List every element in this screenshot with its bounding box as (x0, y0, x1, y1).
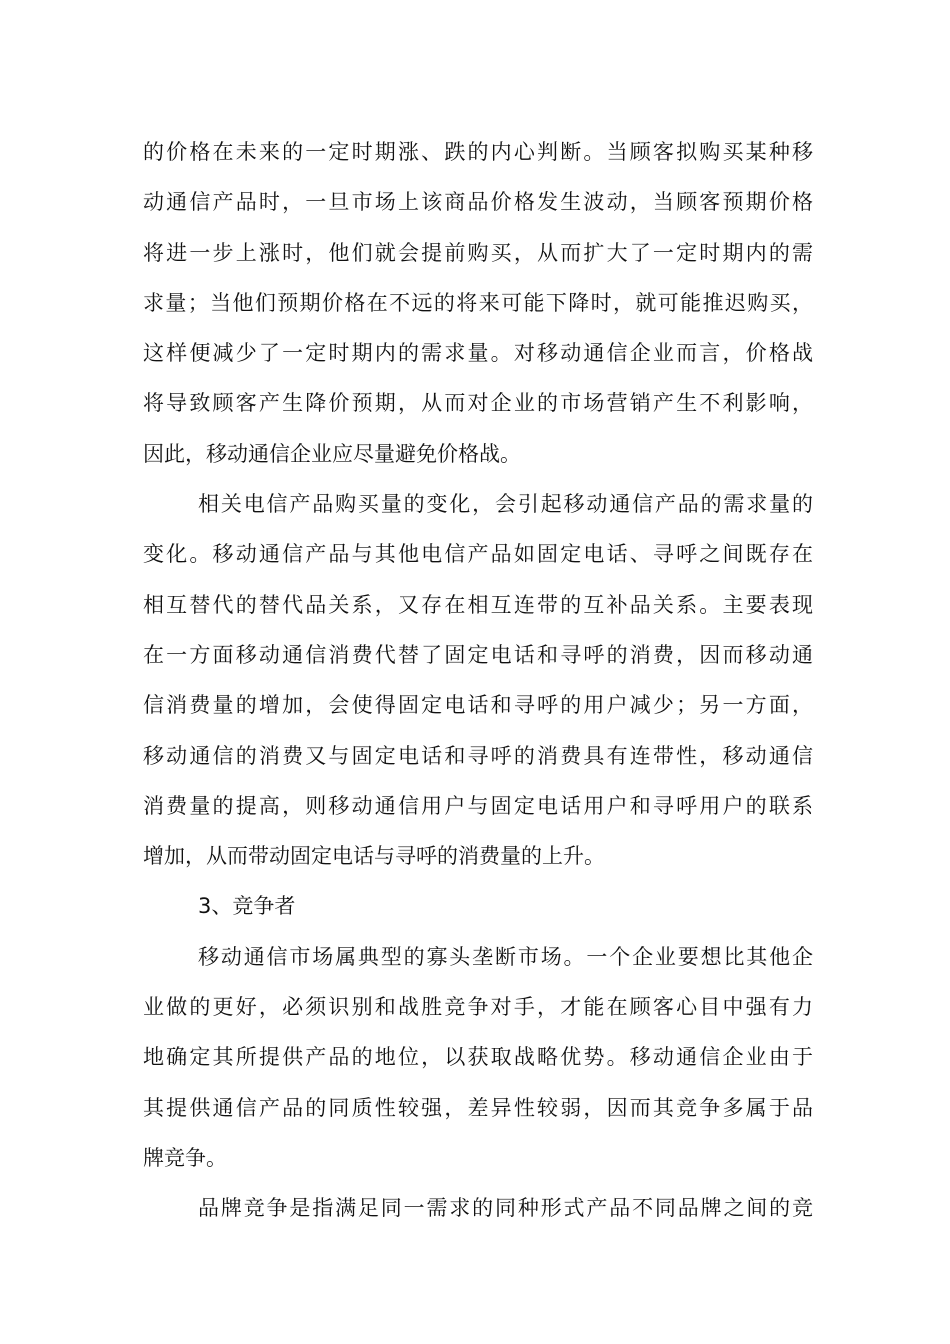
paragraph-first-line: 相关电信产品购买量的变化，会引起移动通信产品的需求量的 (198, 492, 813, 517)
text-line: 的价格在未来的一定时期涨、跌的内心判断。当顾客拟购买某种移 (143, 140, 813, 164)
paragraph-first-line: 3、竞争者 (198, 894, 296, 919)
text-line: 增加，从而带动固定电话与寻呼的消费量的上升。 (143, 844, 605, 869)
text-line: 在一方面移动通信消费代替了固定电话和寻呼的消费，因而移动通 (143, 642, 813, 667)
paragraph-first-line: 移动通信市场属典型的寡头垄断市场。一个企业要想比其他企 (198, 944, 813, 969)
paragraph-first-line: 品牌竞争是指满足同一需求的同种形式产品不同品牌之间的竞 (198, 1196, 813, 1221)
text-line: 变化。移动通信产品与其他电信产品如固定电话、寻呼之间既存在 (143, 542, 813, 567)
text-line: 其提供通信产品的同质性较强，差异性较弱，因而其竞争多属于品 (143, 1095, 813, 1120)
text-line: 地确定其所提供产品的地位，以获取战略优势。移动通信企业由于 (143, 1045, 813, 1070)
text-line: 动通信产品时，一旦市场上该商品价格发生波动，当顾客预期价格 (143, 190, 813, 215)
text-line: 将导致顾客产生降价预期，从而对企业的市场营销产生不利影响， (143, 391, 813, 416)
text-line: 因此，移动通信企业应尽量避免价格战。 (143, 441, 521, 466)
text-line: 这样便减少了一定时期内的需求量。对移动通信企业而言，价格战 (143, 341, 813, 366)
text-line: 相互替代的替代品关系，又存在相互连带的互补品关系。主要表现 (143, 592, 813, 617)
text-line: 信消费量的增加，会使得固定电话和寻呼的用户减少；另一方面， (143, 693, 813, 718)
text-line: 将进一步上涨时，他们就会提前购买，从而扩大了一定时期内的需 (143, 240, 813, 265)
text-line: 移动通信的消费又与固定电话和寻呼的消费具有连带性，移动通信 (143, 743, 813, 768)
text-line: 牌竞争。 (143, 1145, 227, 1170)
body-text (143, 127, 813, 1234)
text-line: 业做的更好，必须识别和战胜竞争对手，才能在顾客心目中强有力 (143, 995, 813, 1020)
text-line: 求量；当他们预期价格在不远的将来可能下降时，就可能推迟购买， (143, 290, 813, 315)
text-line: 消费量的提高，则移动通信用户与固定电话用户和寻呼用户的联系 (143, 793, 813, 818)
